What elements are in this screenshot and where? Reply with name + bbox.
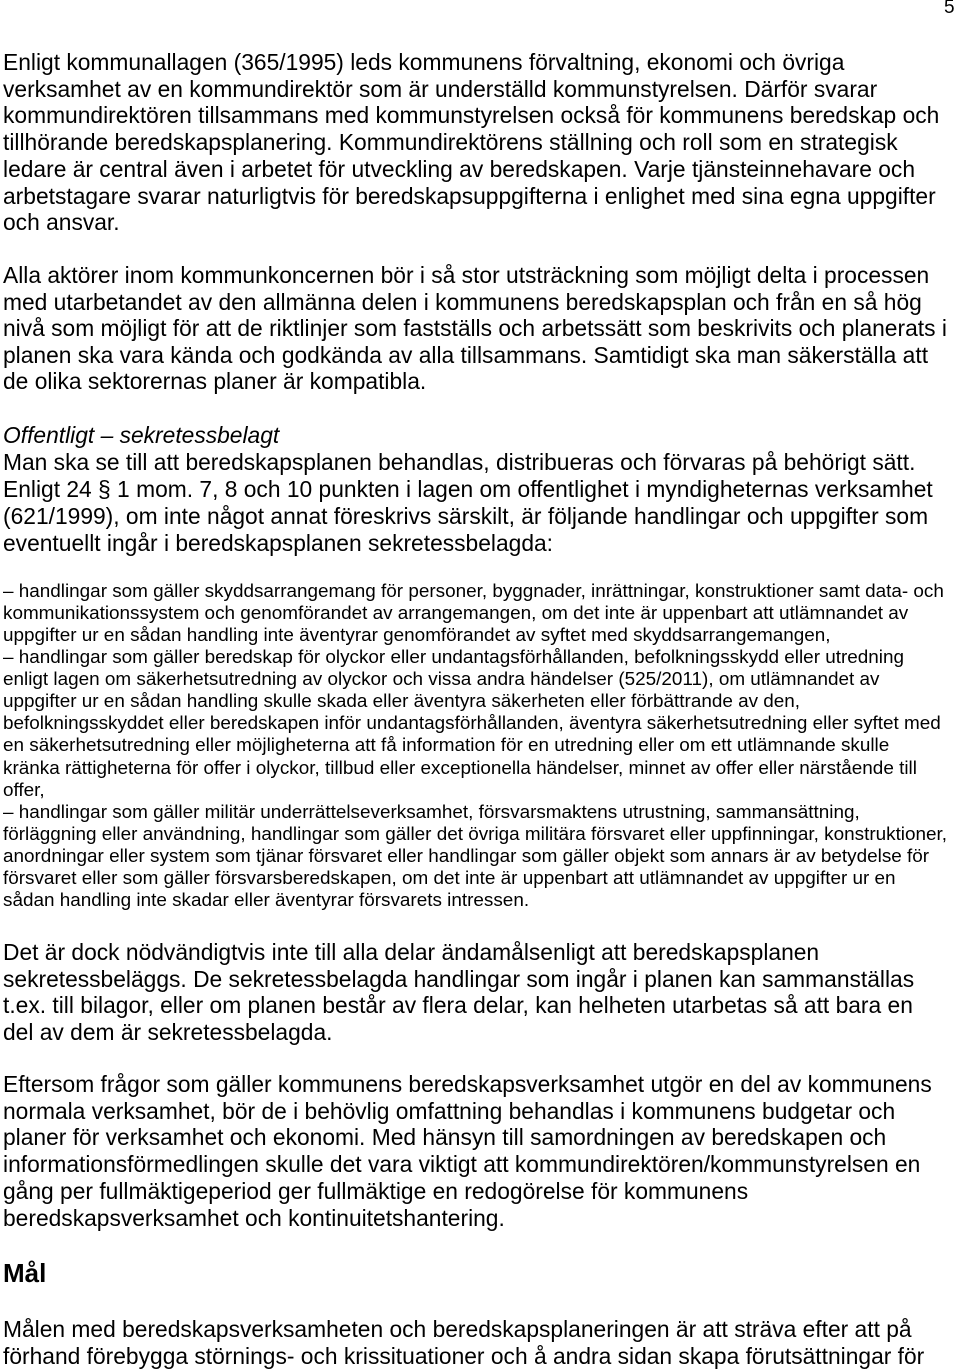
list-item-line: befolkningsskyddet eller beredskapen inför undantagsförhållanden, äventyra säkerhetsutredning eller syftet med [3, 713, 941, 735]
text-line: eventuellt ingår i beredskapsplanen sekretessbelagda: [3, 530, 554, 556]
paragraph-budget-planning [3, 1071, 932, 1231]
text-line: planer för verksamhet och ekonomi. Med hänsyn till samordningen av beredskapen och [3, 1124, 887, 1151]
section-heading-goals: Mål [3, 1258, 47, 1288]
paragraph-participation [3, 262, 947, 395]
text-line: Det är dock nödvändigtvis inte till alla delar ändamålsenligt att beredskapsplanen [3, 939, 820, 965]
list-item-line: – handlingar som gäller skyddsarrangemang för personer, byggnader, inrättningar, konstruktioner samt data- och [3, 581, 944, 602]
text-line: med utarbetandet av den allmänna delen i kommunens beredskapsplan och från en så hög [3, 288, 922, 315]
section-confidentiality [3, 422, 933, 557]
text-line: sekretessbeläggs. De sekretessbelagda handlingar som ingår i planen kan sammanställas [3, 965, 915, 992]
list-item-line: kommunikationssystem och genomförandet av arrangemangen, om det inte är uppenbart att utlämnandet av [3, 603, 909, 625]
paragraph-intro [3, 49, 939, 236]
text-line: de olika sektorernas planer är kompatibla. [3, 368, 427, 394]
list-item-line: – handlingar som gäller militär underrättelseverksamhet, försvarsmaktens utrustning, sammansättning, [3, 801, 860, 823]
text-line: beredskapsverksamhet och kontinuitetshantering. [3, 1204, 505, 1231]
text-line: normala verksamhet, bör de i behövlig omfattning behandlas i kommunens budgetar och [3, 1097, 896, 1124]
paragraph-goals [3, 1316, 924, 1369]
list-item-line: uppgifter ur en sådan handling inte äventyrar genomförandet av syftet med skyddsarrangemangen, [3, 625, 831, 647]
text-line: t.ex. till bilagor, eller om planen består av flera delar, kan helheten utarbetas så att bara en [3, 992, 913, 1019]
confidential-documents-list [3, 581, 947, 912]
text-line: nivå som möjligt för att de riktlinjer som fastställs och arbetssätt som beskrivits och planerats i [3, 315, 947, 341]
text-line: tillhörande beredskapsplanering. Kommundirektörens ställning och roll som en strategisk [3, 129, 898, 156]
text-line: och ansvar. [3, 209, 120, 236]
list-item-line: försvaret eller som gäller försvarsberedskapen, om det inte är uppenbart att utlämnandet av uppgifter ur en [3, 867, 896, 889]
list-item-line: offer, [3, 779, 45, 801]
list-item-line: anordningar eller system som tjänar försvaret eller handlingar som gäller objekt som annars är av betydelse för [3, 845, 930, 867]
list-item-line: kränka rättigheterna för offer i olyckor, tillbud eller exceptionella händelser, minnet av offer eller närstående till [3, 757, 917, 779]
text-line: Alla aktörer inom kommunkoncernen bör i så stor utsträckning som möjligt delta i processen [3, 262, 930, 288]
text-line: ledare är central även i arbetet för utveckling av beredskapen. Varje tjänsteinnehavare och [3, 155, 915, 182]
list-item-line: – handlingar som gäller beredskap för olyckor eller undantagsförhållanden, befolkningsskydd eller utredning [3, 647, 905, 669]
text-line: arbetstagare svarar naturligtvis för beredskapsuppgifterna i enlighet med sina egna uppgifter [3, 182, 936, 209]
list-item-line: en säkerhetsutredning eller möjligheterna att få information för en utredning eller om ett utlämnande skulle [3, 735, 890, 757]
text-line: informationsförmedlingen skulle det vara viktigt att kommundirektören/kommunstyrelsen en [3, 1151, 921, 1178]
text-line: kommundirektören tillsammans med kommunstyrelsen också för kommunens beredskap och [3, 102, 940, 129]
text-line: verksamhet av en kommundirektör som är underställd kommunstyrelsen. Därför svarar [3, 75, 878, 102]
text-line: gång per fullmäktigeperiod ger fullmäktige en redogörelse för kommunens [3, 1177, 749, 1204]
list-item-line: enligt lagen om säkerhetsutredning av olyckor och vissa andra händelser (525/2011), om utlämnandet av [3, 669, 880, 691]
paragraph-partial-confidentiality [3, 939, 914, 1046]
text-line: Man ska se till att beredskapsplanen behandlas, distribueras och förvaras på behörigt sätt. [3, 449, 916, 475]
text-line: (621/1999), om inte något annat föreskrivs särskilt, är följande handlingar och uppgifter som [3, 503, 929, 529]
list-item-line: sådan handling inte skadar eller äventyrar försvarets intressen. [3, 889, 530, 911]
text-line: Eftersom frågor som gäller kommunens beredskapsverksamhet utgör en del av kommunens [3, 1071, 932, 1097]
text-line: Enligt kommunallagen (365/1995) leds kommunens förvaltning, ekonomi och övriga [3, 49, 845, 75]
list-item-line: uppgifter ur en sådan handling skulle skada eller äventyra säkerheten eller förbättrande av den, [3, 691, 801, 713]
list-item-line: förläggning eller användning, handlingar som gäller det övriga militära försvaret eller uppfinningar, konstruktioner, [3, 823, 948, 845]
page-number: 5 [944, 0, 955, 18]
text-line: Enligt 24 § 1 mom. 7, 8 och 10 punkten i lagen om offentlighet i myndigheternas verksamhet [3, 476, 933, 502]
text-line: planen ska vara kända och godkända av alla tillsammans. Samtidigt ska man säkerställa att [3, 341, 929, 368]
text-line: del av dem är sekretessbelagda. [3, 1019, 333, 1046]
text-line: Målen med beredskapsverksamheten och beredskapsplaneringen är att sträva efter att på [3, 1316, 912, 1342]
section-subheading: Offentligt – sekretessbelagt [3, 422, 280, 448]
text-line: förhand förebygga störnings- och krissituationer och å andra sidan skapa förutsättningar för [3, 1342, 925, 1369]
